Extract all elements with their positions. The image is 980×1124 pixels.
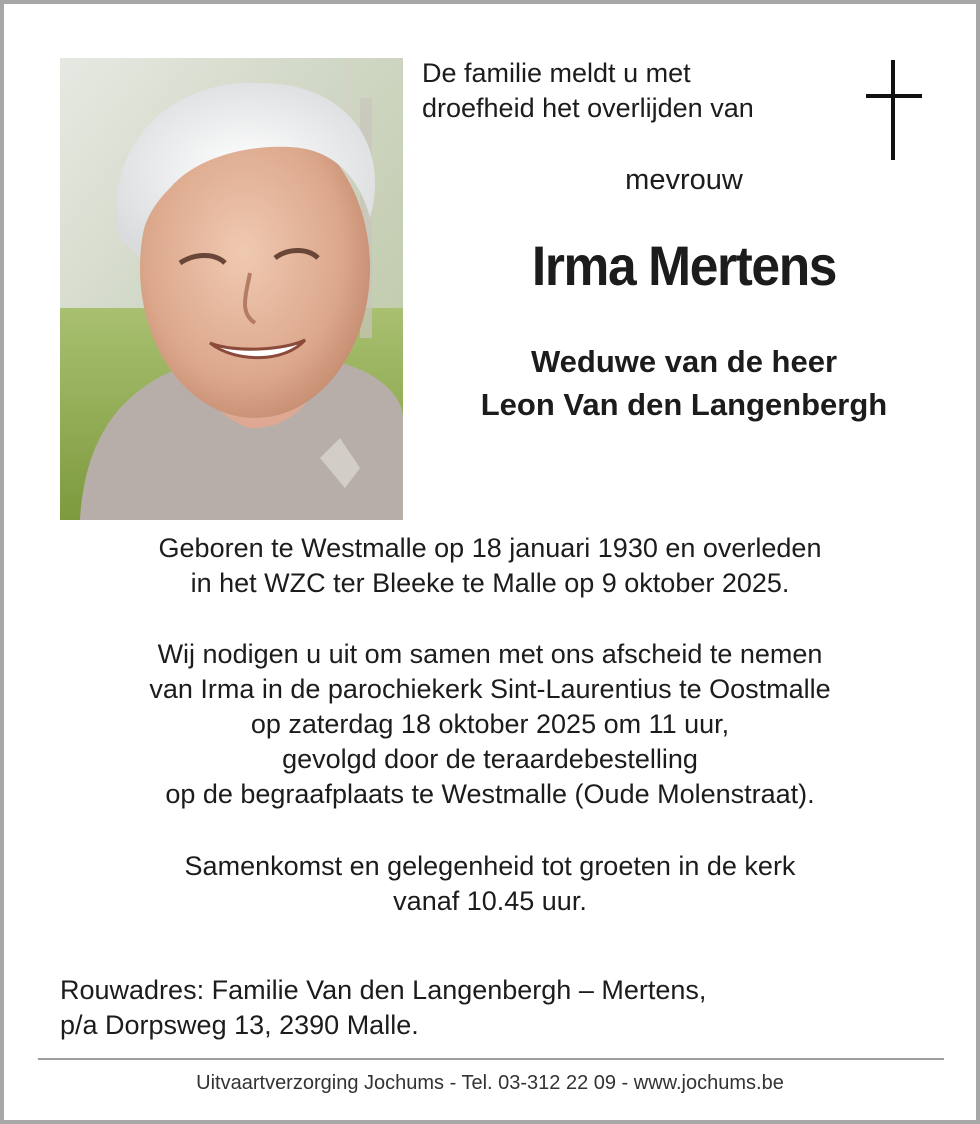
funeral-home-footer: Uitvaartverzorging Jochums - Tel. 03-312 22 09 - www.jochums.be	[196, 1072, 784, 1094]
announcement-intro	[422, 56, 754, 126]
paragraph-line: gevolgd door de teraardebestelling	[282, 744, 698, 774]
invitation-paragraph	[34, 637, 946, 812]
widow-line: Leon Van den Langenbergh	[480, 387, 888, 422]
paragraph-line: op de begraafplaats te Westmalle (Oude Molenstraat).	[165, 779, 815, 809]
birth-death-paragraph	[34, 531, 946, 601]
intro-line: droefheid het overlijden van	[422, 93, 754, 123]
paragraph-line: van Irma in de parochiekerk Sint-Laurentius te Oostmalle	[149, 674, 831, 704]
widow-line: Weduwe van de heer	[530, 344, 838, 379]
paragraph-line: Geboren te Westmalle op 18 januari 1930 en overleden	[158, 533, 822, 563]
cross-icon	[866, 60, 922, 160]
widow-of	[414, 340, 954, 426]
paragraph-line: Wij nodigen u uit om samen met ons afscheid te nemen	[157, 639, 823, 669]
portrait-photo	[60, 58, 403, 520]
paragraph-line: Samenkomst en gelegenheid tot groeten in de kerk	[184, 851, 796, 881]
paragraph-line: in het WZC ter Bleeke te Malle op 9 oktober 2025.	[190, 568, 790, 598]
paragraph-line: op zaterdag 18 oktober 2025 om 11 uur,	[250, 709, 730, 739]
address-line: Rouwadres: Familie Van den Langenbergh – Mertens,	[60, 975, 707, 1005]
address-line: p/a Dorpsweg 13, 2390 Malle.	[60, 1010, 419, 1040]
paragraph-line: vanaf 10.45 uur.	[393, 886, 587, 916]
honorific: mevrouw	[625, 164, 743, 196]
footer-divider	[38, 1058, 944, 1060]
deceased-name: Irma Mertens	[531, 234, 837, 297]
gathering-paragraph	[34, 849, 946, 919]
intro-line: De familie meldt u met	[422, 58, 691, 88]
mourning-address	[60, 973, 706, 1043]
